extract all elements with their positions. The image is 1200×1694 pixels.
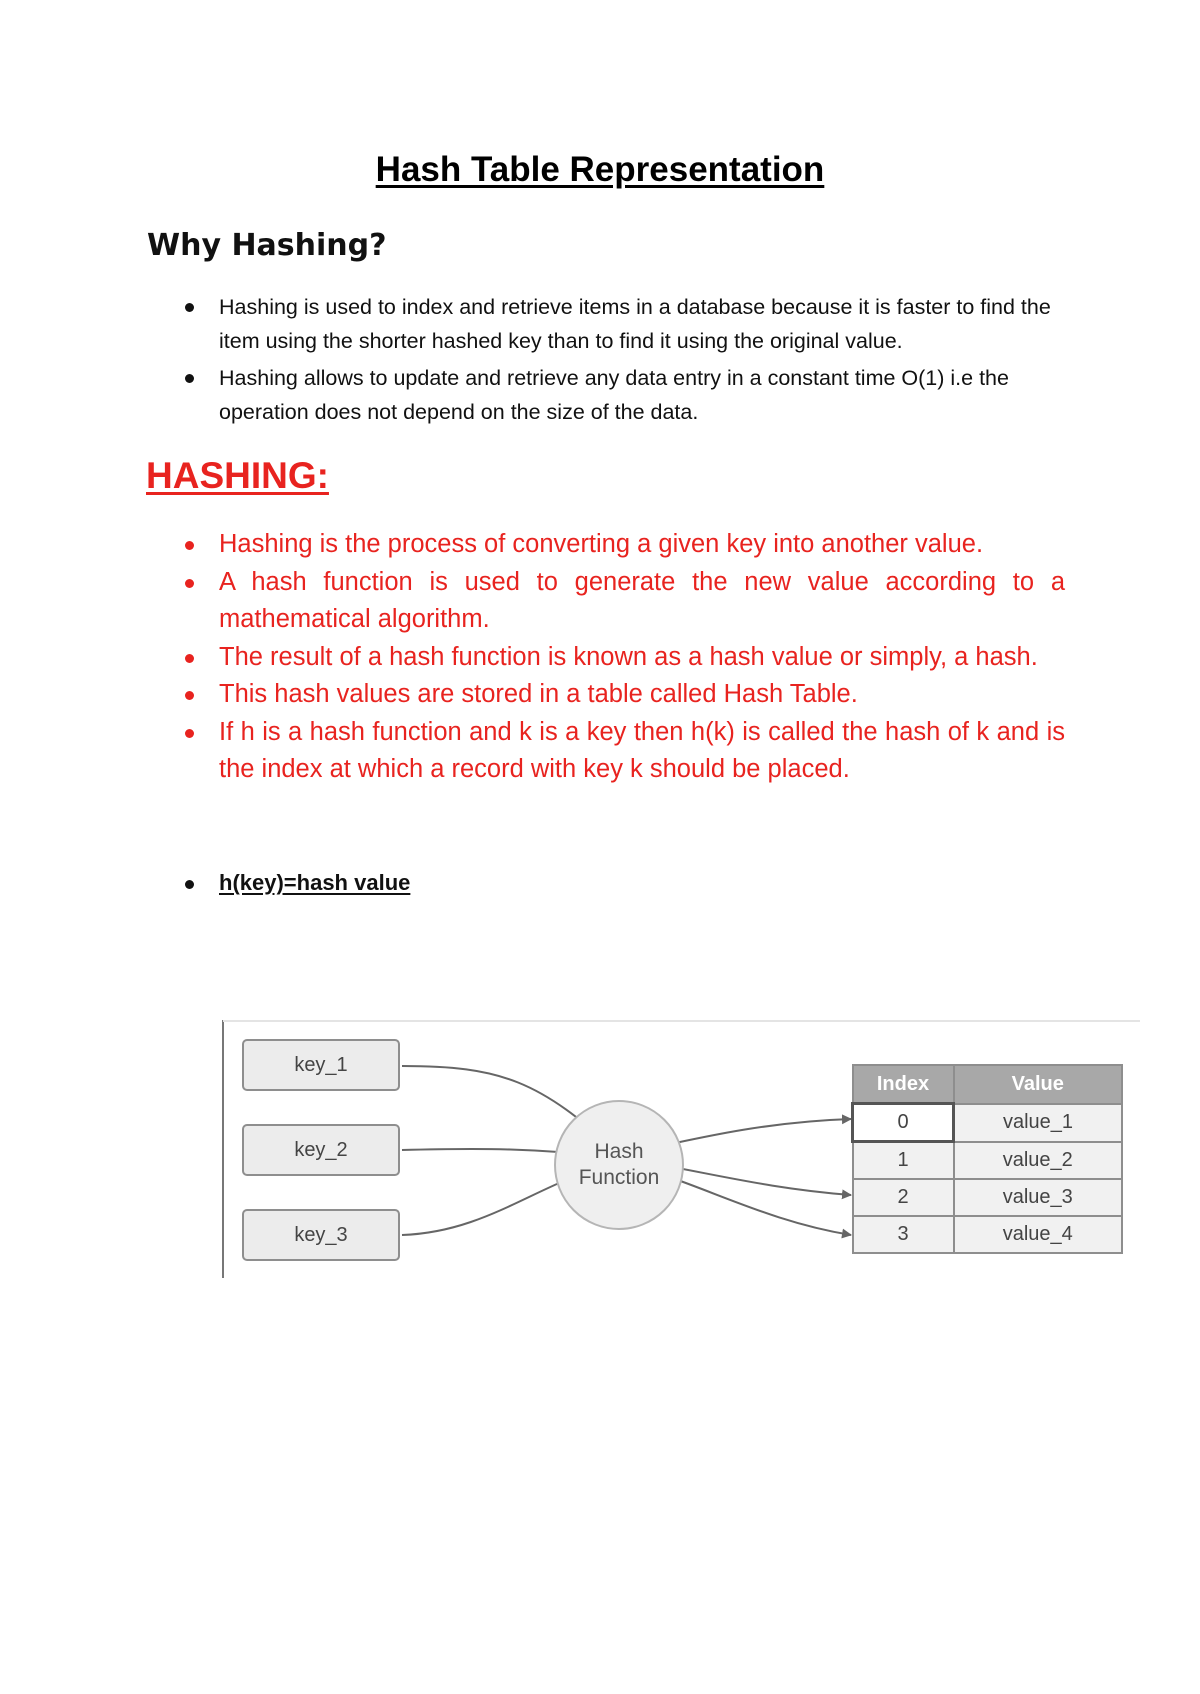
table-cell-index: 1 (853, 1142, 954, 1180)
list-item: This hash values are stored in a table called Hash Table. (183, 676, 1065, 714)
table-row (853, 1104, 1123, 1142)
hash-formula (183, 870, 410, 896)
hash-table (851, 1064, 1123, 1254)
index-column-header: Index (853, 1065, 954, 1104)
table-cell-index: 2 (853, 1179, 954, 1216)
list-item: The result of a hash function is known as a hash value or simply, a hash. (183, 639, 1065, 677)
key-box-1: key_1 (242, 1039, 400, 1091)
value-column-header: Value (954, 1065, 1123, 1104)
hash-formula-text: h(key)=hash value (219, 870, 411, 895)
page-title: Hash Table Representation (375, 150, 825, 189)
table-cell-value: value_4 (954, 1216, 1123, 1253)
list-item: If h is a hash function and k is a key then h(k) is called the hash of k and is the index at which a record with key k should be placed. (183, 714, 1065, 789)
why-hashing-list (183, 290, 1065, 432)
hash-table-header-row (853, 1065, 1123, 1104)
table-cell-index: 3 (853, 1216, 954, 1253)
list-item: A hash function is used to generate the new value according to a mathematical algorithm. (183, 564, 1065, 639)
table-cell-value: value_2 (954, 1142, 1123, 1180)
table-cell-index: 0 (853, 1104, 954, 1142)
hashing-list (183, 526, 1065, 789)
list-item: Hashing allows to update and retrieve any data entry in a constant time O(1) i.e the operation does not depend on the size of the data. (183, 361, 1065, 429)
hash-function-label-line1: Hash (594, 1140, 644, 1163)
list-item: Hashing is used to index and retrieve items in a database because it is faster to find the item using the shorter hashed key than to find it using the original value. (183, 290, 1065, 358)
key-box-2: key_2 (242, 1124, 400, 1176)
table-row (853, 1142, 1123, 1180)
why-hashing-heading: Why Hashing? (147, 228, 387, 263)
table-row (853, 1179, 1123, 1216)
table-cell-value: value_1 (954, 1104, 1123, 1142)
hashing-heading: HASHING: (146, 455, 329, 496)
hash-table-diagram (220, 1020, 1140, 1280)
table-cell-value: value_3 (954, 1179, 1123, 1216)
hash-function-node (554, 1100, 684, 1230)
hash-function-label-line2: Function (578, 1166, 660, 1189)
key-box-3: key_3 (242, 1209, 400, 1261)
list-item: Hashing is the process of converting a given key into another value. (183, 526, 1065, 564)
table-row (853, 1216, 1123, 1253)
